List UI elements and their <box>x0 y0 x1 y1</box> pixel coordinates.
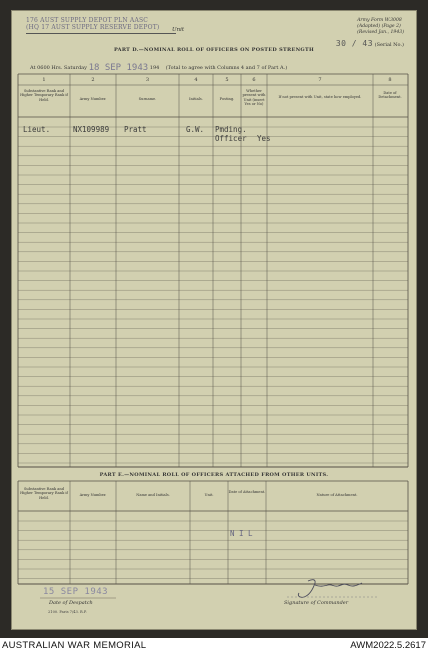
entry-posting-line2: Officer <box>215 134 247 143</box>
entry-nil: N I L <box>230 529 253 538</box>
roll-date-stamp: 18 SEP 1943 <box>88 63 149 73</box>
hdr-e-army-number: Army Number. <box>79 493 107 497</box>
col-number-8: 8 <box>388 77 392 83</box>
hdr-e-name: Name and Initials. <box>136 493 170 497</box>
form-ref-line1: Army Form W.3008 <box>357 18 402 23</box>
unit-stamp-line2: (HQ 17 AUST SUPPLY RESERVE DEPOT) <box>26 24 160 31</box>
entry-present: Yes <box>257 134 271 143</box>
form-grid <box>12 11 417 630</box>
entry-army-number: NX109989 <box>73 125 110 134</box>
form-ref-line2: (Adapted) (Page 2) <box>357 24 401 29</box>
archive-caption: AUSTRALIAN WAR MEMORIAL <box>2 640 147 651</box>
hdr-present: Whether present with Unit (insert Yes or No) <box>242 89 266 107</box>
signature-label: Signature of Commander <box>284 600 349 606</box>
roll-date-prefix: At 0600 Hrs. Saturday <box>30 65 87 71</box>
unit-stamp-line1: 176 AUST SUPPLY DEPOT PLN AASC <box>26 17 149 24</box>
hdr-how-employed: If not present with Unit, state how employed. <box>278 95 362 99</box>
col-number-3: 3 <box>145 77 150 83</box>
part-d-title: PART D.—NOMINAL ROLL OF OFFICERS ON POSTED STRENGTH <box>113 47 315 53</box>
col-number-6: 6 <box>252 77 256 83</box>
hdr-e-rank: Substantive Rank and Higher Temporary Rank if Held. <box>20 487 68 500</box>
hdr-e-nature: Nature of Attachment. <box>316 493 358 497</box>
col-number-7: 7 <box>318 77 322 83</box>
col-number-1: 1 <box>42 77 46 83</box>
hdr-surname: Surname. <box>138 97 157 101</box>
col-number-4: 4 <box>194 77 198 83</box>
roll-date-note: (Total to agree with Columns 4 and 7 of Part A.) <box>165 65 288 71</box>
form-ref-line3: (Revised Jan., 1943) <box>357 30 404 35</box>
hdr-date-detachment: Date of Detachment. <box>378 91 402 100</box>
entry-initials: G.W. <box>186 125 205 134</box>
hdr-e-unit: Unit. <box>204 493 214 497</box>
printer-note: 2100. Paris 7/43. R.P. <box>48 610 87 614</box>
hdr-rank: Substantive Rank and Higher Temporary Rank if Held. <box>20 89 68 102</box>
hdr-initials: Initials. <box>189 97 203 101</box>
hdr-e-date: Date of Attachment. <box>228 490 266 494</box>
entry-rank: Lieut. <box>23 125 51 134</box>
entry-posting: Pmding. <box>215 125 247 134</box>
hdr-army-number: Army Number. <box>79 97 107 101</box>
hdr-posting: Posting. <box>219 97 235 101</box>
despatch-label: Date of Despatch <box>49 600 93 606</box>
army-form-page <box>11 10 417 630</box>
serial-label: (Serial No.) <box>374 42 404 48</box>
col-number-2: 2 <box>91 77 95 83</box>
roll-date-year: 194 <box>149 65 160 71</box>
commander-signature <box>282 577 382 601</box>
despatch-date-stamp: 15 SEP 1943 <box>43 587 109 597</box>
part-e-title: PART E.—NOMINAL ROLL OF OFFICERS ATTACHED FROM OTHER UNITS. <box>99 472 329 478</box>
unit-label: Unit <box>172 27 185 33</box>
entry-surname: Pratt <box>124 125 147 134</box>
col-number-5: 5 <box>225 77 229 83</box>
serial-value: 30 / 43 <box>335 39 374 48</box>
archive-reference: AWM2022.5.2617 <box>350 640 426 651</box>
